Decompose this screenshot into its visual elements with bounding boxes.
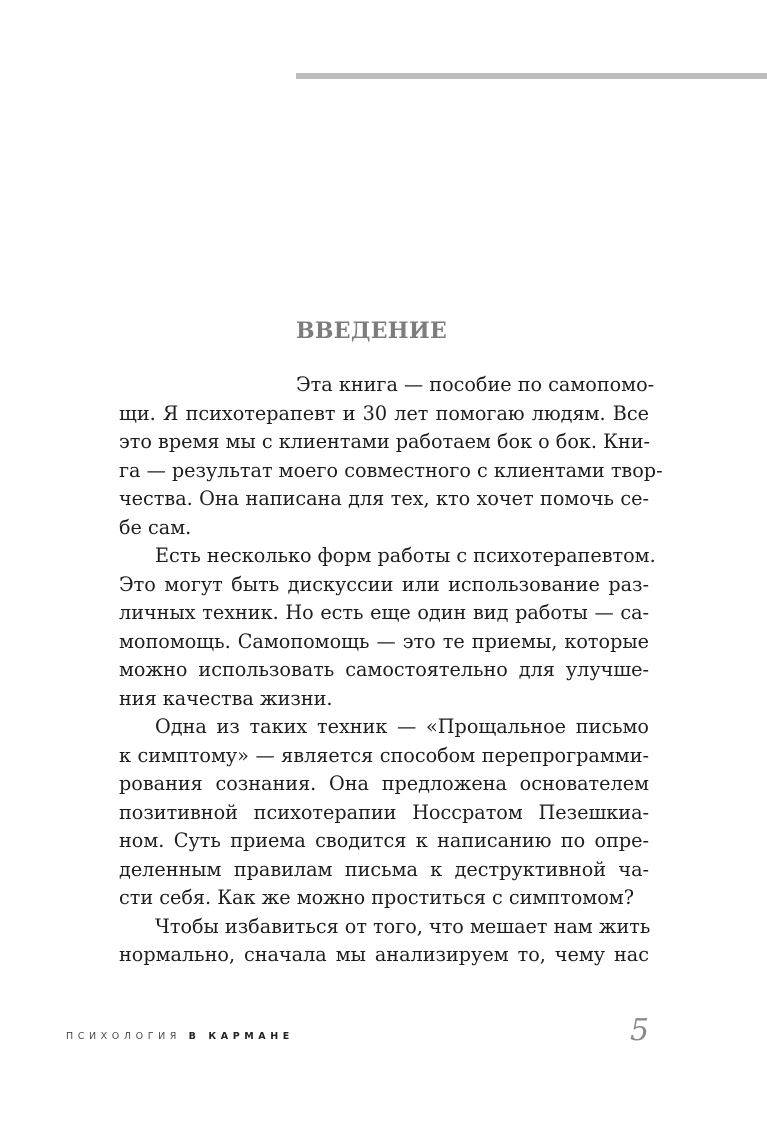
text-line: Эта книга — пособие по самопомо- xyxy=(296,373,655,396)
text-line: можно использовать самостоятельно для улучше- xyxy=(119,658,649,681)
series-title-part1: ПСИХОЛОГИЯ xyxy=(66,1031,181,1042)
text-line: Чтобы избавиться от того, что мешает нам жить xyxy=(155,914,651,938)
text-line: Есть несколько форм работы с психотерапевтом. xyxy=(155,544,656,567)
chapter-title: ВВЕДЕНИЕ xyxy=(296,318,448,344)
text-line: позитивной психотерапии Носсратом Пезешкиа- xyxy=(119,800,649,824)
text-line: личных техник. Но есть еще один вид работы — са- xyxy=(119,601,649,624)
text-line: сти себя. Как же можно проститься с симптомом? xyxy=(119,886,634,909)
text-line: бе сам. xyxy=(119,515,192,539)
footer-series-title xyxy=(66,1031,294,1042)
text-line: к симптому» — является способом перепрограмми- xyxy=(119,743,649,767)
text-line: чества. Она написана для тех, кто хочет помочь се- xyxy=(119,487,649,510)
text-line: ния качества жизни. xyxy=(119,686,333,710)
text-line: щи. Я психотерапевт и 30 лет помогаю людям. Все xyxy=(119,401,649,425)
top-decorative-rule xyxy=(296,73,767,79)
text-line: га — результат моего совместного с клиентами твор- xyxy=(119,458,663,482)
text-line: деленным правилам письма к деструктивной ча- xyxy=(119,857,649,881)
series-title-part2: В КАРМАНЕ xyxy=(188,1031,294,1042)
text-line: рования сознания. Она предложена основателем xyxy=(119,772,649,795)
text-line: Это могут быть дискуссии или использование раз- xyxy=(119,572,649,596)
text-line: ном. Суть приема сводится к написанию по опре- xyxy=(119,829,649,852)
text-line: нормально, сначала мы анализируем то, чему нас xyxy=(119,943,649,966)
page-number: 5 xyxy=(630,1013,650,1048)
text-line: это время мы с клиентами работаем бок о бок. Кни- xyxy=(119,430,651,453)
text-line: мопомощь. Самопомощь — это те приемы, которые xyxy=(119,629,649,653)
body-text xyxy=(119,371,663,970)
text-line: Одна из таких техник — «Прощальное письмо xyxy=(155,715,649,738)
